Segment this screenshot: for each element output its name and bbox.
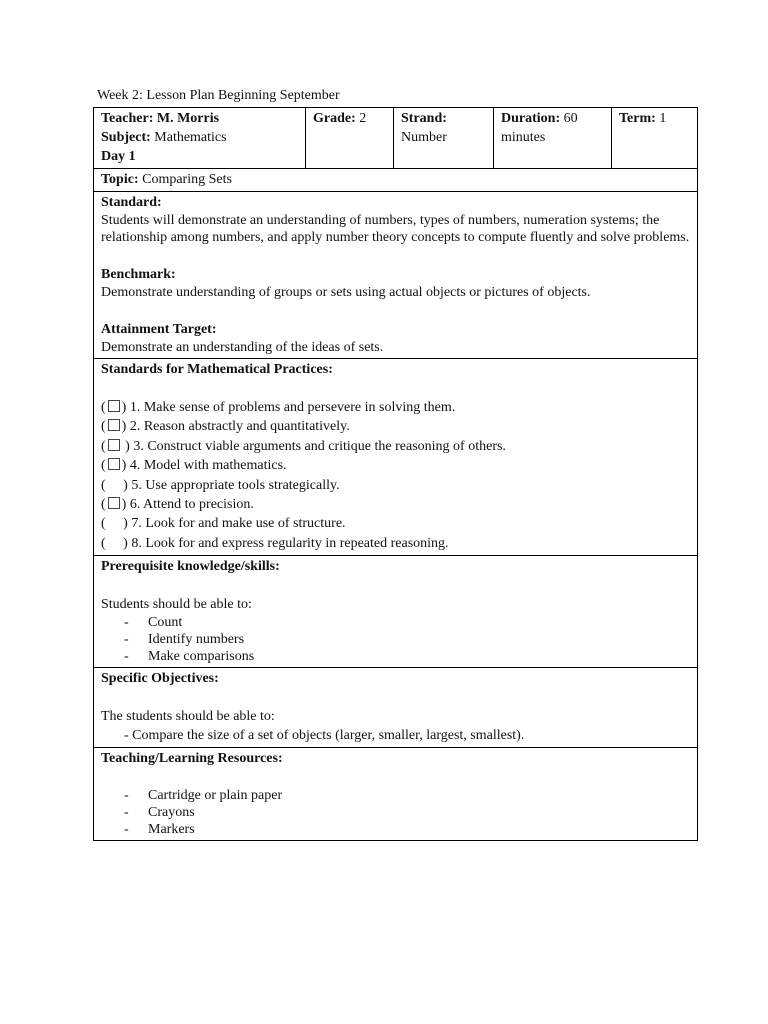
day-label: Day 1 [101, 149, 136, 164]
header-row [94, 108, 698, 169]
list-item: - Count [124, 614, 690, 631]
strand-label: Strand: [401, 111, 447, 126]
prerequisite-intro: Students should be able to: [101, 597, 252, 613]
practice-item: ( ) 1. Make sense of problems and persevere in solving them. [101, 400, 456, 415]
prerequisite-cell [94, 556, 698, 668]
checkbox-icon [108, 497, 120, 509]
checkbox-icon [108, 458, 120, 470]
practice-item [101, 476, 690, 495]
practices-label: Standards for Mathematical Practices: [101, 362, 333, 377]
practice-item: ( ) 6. Attend to precision. [101, 497, 254, 513]
benchmark-label: Benchmark: [101, 267, 176, 282]
checkbox-icon [108, 400, 120, 412]
prerequisite-label: Prerequisite knowledge/skills: [101, 559, 280, 575]
list-item: - Make comparisons [124, 648, 690, 665]
term-cell [612, 108, 698, 169]
practice-item [101, 534, 690, 553]
topic-row [94, 169, 698, 192]
objective-item: - Compare the size of a set of objects (larger, smaller, largest, smallest). [124, 728, 525, 744]
checkbox-icon [108, 439, 120, 451]
grade-label: Grade: [313, 111, 356, 126]
list-item: - Identify numbers [124, 631, 690, 648]
grade-cell [306, 108, 394, 169]
practice-text: ) 1. Make sense of problems and persevere in solving them. [121, 400, 456, 415]
list-item: - Markers [124, 821, 690, 838]
practices-cell [94, 359, 698, 556]
standard-label: Standard: [101, 195, 162, 210]
attainment-text: Demonstrate an understanding of the ideas of sets. [101, 340, 384, 355]
practice-text: ) 4. Model with mathematics. [121, 458, 287, 474]
standard-text: Students will demonstrate an understanding of numbers, types of numbers, numeration systems; the relationship among numbers, and apply number theory concepts to compute fluently and solve problems. [101, 213, 690, 245]
resources-cell [94, 748, 698, 841]
document-title: Week 2: Lesson Plan Beginning September [97, 88, 340, 103]
benchmark-text: Demonstrate understanding of groups or sets using actual objects or pictures of objects. [101, 285, 591, 300]
practice-text: ( ) 7. Look for and make use of structure. [101, 516, 346, 532]
teacher-value: M. Morris [156, 111, 220, 126]
attainment-label: Attainment Target: [101, 322, 217, 337]
practices-row [94, 359, 698, 556]
lesson-plan-table [93, 107, 698, 841]
topic-cell [94, 169, 698, 192]
topic-value: Comparing Sets [142, 172, 232, 187]
strand-value: Number [401, 130, 447, 145]
duration-label: Duration: [501, 111, 561, 126]
practice-item: ( ) 2. Reason abstractly and quantitatively. [101, 419, 350, 435]
term-label: Term: [619, 111, 656, 126]
objectives-row [94, 668, 698, 748]
prerequisite-list [101, 614, 690, 665]
practice-text: ) 6. Attend to precision. [121, 497, 254, 513]
checkbox-icon [108, 419, 120, 431]
prerequisite-row [94, 556, 698, 668]
subject-label: Subject: [101, 130, 151, 145]
duration-unit: minutes [501, 130, 546, 145]
practice-item: ( ) 3. Construct viable arguments and critique the reasoning of others. [101, 438, 506, 454]
objectives-cell [94, 668, 698, 748]
objectives-label: Specific Objectives: [101, 671, 219, 687]
resources-list [101, 787, 690, 838]
standard-cell [94, 192, 698, 359]
practice-item: ( ) 4. Model with mathematics. [101, 458, 287, 474]
strand-cell [394, 108, 494, 169]
practice-text: ( ) 8. Look for and express regularity in repeated reasoning. [101, 535, 449, 551]
topic-label: Topic: [101, 172, 139, 187]
duration-value: 60 [563, 111, 578, 126]
term-value: 1 [659, 111, 667, 126]
duration-cell [494, 108, 612, 169]
objectives-intro: The students should be able to: [101, 709, 275, 725]
resources-label: Teaching/Learning Resources: [101, 751, 283, 767]
practice-text: ) 2. Reason abstractly and quantitatively. [121, 419, 350, 435]
grade-value: 2 [359, 111, 367, 126]
practice-item [101, 514, 690, 533]
teacher-label: Teacher: [101, 111, 154, 126]
resources-row [94, 748, 698, 841]
subject-value: Mathematics [154, 130, 227, 145]
standard-row [94, 192, 698, 359]
practice-text: ( ) 5. Use appropriate tools strategically. [101, 477, 340, 493]
list-item: - Crayons [124, 804, 690, 821]
teacher-cell [94, 108, 306, 169]
list-item: - Cartridge or plain paper [124, 787, 690, 804]
practices-list [101, 398, 690, 553]
practice-text: ) 3. Construct viable arguments and critique the reasoning of others. [121, 438, 506, 454]
